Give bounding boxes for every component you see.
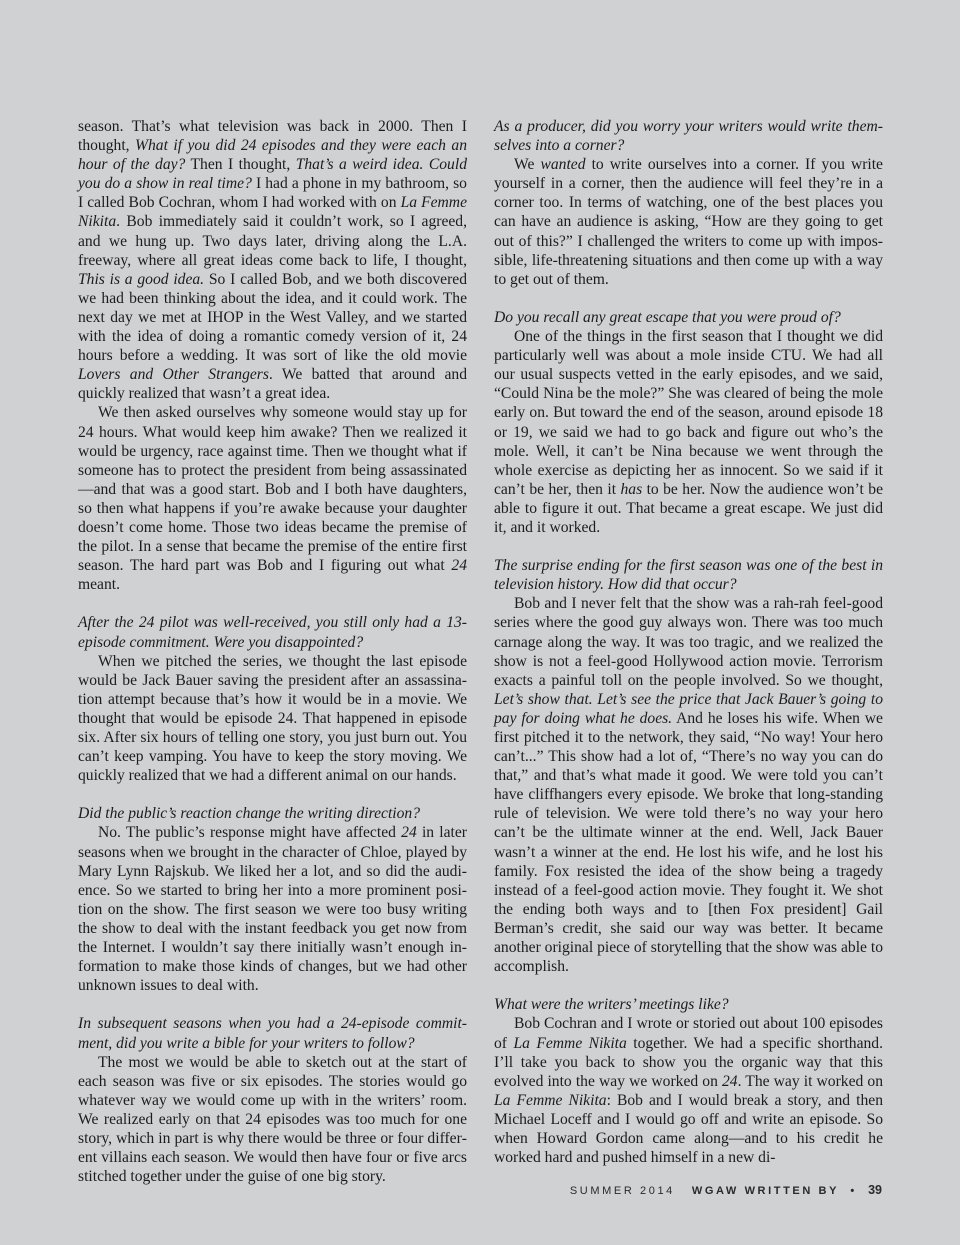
movie-title: Lovers and Other Strangers <box>78 366 269 384</box>
publication-name: WGAW WRITTEN BY <box>691 1185 840 1197</box>
interview-answer: The most we would be able to sketch out at the start of each season was five or six episodes. The stories would go whatever way we would come up with in the writers’ room. We realized early on that 24 episodes was too much for one story, which in part is why there would be three or four different villains each season. We would then have four or five arcs stitched together under the guise of one big story. <box>78 1053 467 1186</box>
paragraph <box>78 117 467 403</box>
left-column <box>78 117 467 1186</box>
paragraph-gap <box>494 537 883 556</box>
text-run: meant. <box>78 576 120 594</box>
italic-run: Let’s show that. Let’s see the price that Jack Bauer’s going to pay for doing what he does. <box>494 690 883 727</box>
text-run: : Bob and I would break a story, and then Michael Loceff and I would go off and write an episode. So when Howard Gordon came along—and to his credit he worked hard and pushed himself in a new di- <box>494 1091 883 1167</box>
text-run: to be her. Now the audience won’t be able to figure it out. That became a great escape. We just did it, and it worked. <box>494 480 883 536</box>
right-column <box>494 117 883 1167</box>
show-title: 24 <box>451 557 467 575</box>
interview-answer <box>494 594 883 976</box>
interview-answer: When we pitched the series, we thought the last episode would be Jack Bauer saving the president after an assassination attempt because that’s how it would be in a movie. We thought that would be episode 24. That happened in episode six. After six hours of telling one story, you just burn out. You can’t keep vamping. You have to keep the story moving. We quickly realized that we had a different animal on our hands. <box>78 652 467 785</box>
interview-question: After the 24 pilot was well-received, you still only had a 13-episode commitment. Were you disappointed? <box>78 614 467 651</box>
text-run: We then asked ourselves why someone would stay up for 24 hours. What would keep him awake? Then we realized it would be urgency, race against time. Then we thought what if someone has to protect the president from being assassinated—and that was a good start. Bob and I both have daughters, so then what happens if you’re awake because your daughter doesn’t come home. Those two ideas became the premise of the pilot. In a sense that became the premise of the entire first season. The hard part was Bob and I figuring out what <box>78 404 467 575</box>
text-run: I had a phone in my bathroom, so I called Bob Cochran, whom I had worked with on <box>78 175 467 212</box>
paragraph-gap <box>78 785 467 804</box>
interview-question: As a producer, did you worry your writers would write themselves into a corner? <box>494 118 883 155</box>
interview-question: The surprise ending for the first season was one of the best in television history. How did that occur? <box>494 557 883 594</box>
text-run: Bob Cochran and I wrote or storied out about 100 episodes of <box>494 1015 883 1052</box>
interview-question: In subsequent seasons when you had a 24-episode commitment, did you write a bible for your writers to follow? <box>78 1015 467 1052</box>
text-run: together. We had a specific shorthand. I’ll take you back to show you the organic way that this evolved into the way we worked on <box>494 1034 883 1090</box>
interview-question: What were the writers’ meetings like? <box>494 996 729 1014</box>
paragraph <box>78 403 467 594</box>
page-number: 39 <box>868 1183 882 1197</box>
text-run: in later seasons when we brought in the character of Chloe, played by Mary Lynn Rajskub. We liked her a lot, and so did the audience. So we started to bring her into a more prominent position on the show. The first season we were too busy writing the show to deal with the instant feedback you get now from the Internet. I wouldn’t say there initially wasn’t enough information to make those kinds of changes, but we had other unknown issues to deal with. <box>78 824 467 995</box>
page-footer <box>570 1183 882 1197</box>
show-title: La Femme Nikita <box>494 1091 607 1109</box>
text-run: So I called Bob, and we both discovered we had been thinking about the idea, and it could work. The next day we met at IHOP in the West Valley, and we started with the idea of doing a romantic comedy version of it, 24 hours before a wedding. It was sort of like the old movie <box>78 270 467 365</box>
issue-date: SUMMER 2014 <box>569 1185 675 1197</box>
text-run: . We batted that around and quickly realized that wasn’t a great idea. <box>78 366 467 403</box>
text-run: And he loses his wife. When we first pitched it to the network, they said, “No way! Your hero can’t...” This show had a lot of, “There’s no way you can do that,” and that’s what made it good. We were told you can’t have cliffhangers every episode. We broke that long-standing rule of television. We were told there’s no way your hero can’t be the ultimate winner at the end. Well, Jack Bauer wasn’t a winner at the end. He lost his wife, and he lost his family. Fox resisted the idea of the show being a tragedy instead of a feel-good action movie. They fought it. We shot the ending both ways and to [then Fox president] Gail Berman’s credit, she said our way was better. It became another original piece of storytelling that the show was able to accomplish. <box>494 709 883 976</box>
show-title: 24 <box>721 1072 738 1090</box>
interview-answer <box>494 155 883 289</box>
italic-run: wanted <box>540 156 586 174</box>
italic-run: What if you did 24 episodes and they were each an hour of the day? <box>78 137 467 174</box>
show-title: La Femme Nikita <box>78 194 467 231</box>
text-run: One of the things in the first season that I thought we did particularly well was about a mole inside CTU. We had all our usual suspects vetted in the early episodes, and we said, “Could Nina be the mole?” She was cleared of being the mole early on. But toward the end of the season, around episode 18 or 19, we said we had to go back and figure out who’s the mole. Well, it can’t be Nina because we went through the whole exercise as depicting her as innocent. So we said if it can’t be her, then it <box>494 328 883 498</box>
paragraph-gap <box>494 289 883 308</box>
text-run: We <box>514 156 541 174</box>
text-run: to write ourselves into a corner. If you write yourself in a corner, then the audience will feel they’re in a corner too. In terms of watching, one of the best places you can have an audience is asking, “How are they going to get out of this?” I challenged the writers to come up with impossible, life-threatening situations and then come up with a way to get out of them. <box>494 156 883 288</box>
text-run: Then I thought, <box>185 156 296 174</box>
text-run: Bob and I never felt that the show was a rah-rah feel-good series where the good guy always won. There was too much carnage along the way. It was too tragic, and we realized the show is not a feel-good Hollywood action movie. Terrorism exacts a painful toll on the people involved. So we thought, <box>494 595 883 689</box>
italic-run: This is a good idea. <box>78 270 205 288</box>
paragraph-gap <box>494 976 883 995</box>
text-run: . Bob immediately said it couldn’t work, so I agreed, and we hung up. Two days later, driving along the L.A. freeway, where all great ideas come back to life, I thought, <box>78 213 467 269</box>
interview-answer <box>494 1014 883 1167</box>
show-title: 24 <box>401 824 417 842</box>
text-run: season. That’s what television was back in 2000. Then I thought, <box>78 118 467 155</box>
bullet-separator: • <box>850 1185 857 1197</box>
text-run: No. The public’s response might have affected <box>98 824 402 842</box>
interview-answer <box>494 327 883 537</box>
paragraph-gap <box>78 995 467 1014</box>
show-title: La Femme Nikita <box>513 1034 627 1052</box>
interview-question: Did the public’s reaction change the writing direction? <box>78 805 421 823</box>
interview-answer <box>78 823 467 995</box>
text-run: . The way it worked on <box>737 1072 884 1090</box>
interview-question: Do you recall any great escape that you were proud of? <box>494 308 841 326</box>
paragraph-gap <box>78 594 467 613</box>
italic-run: That’s a weird idea. Could you do a show in real time? <box>78 156 467 193</box>
italic-run: has <box>620 480 643 498</box>
